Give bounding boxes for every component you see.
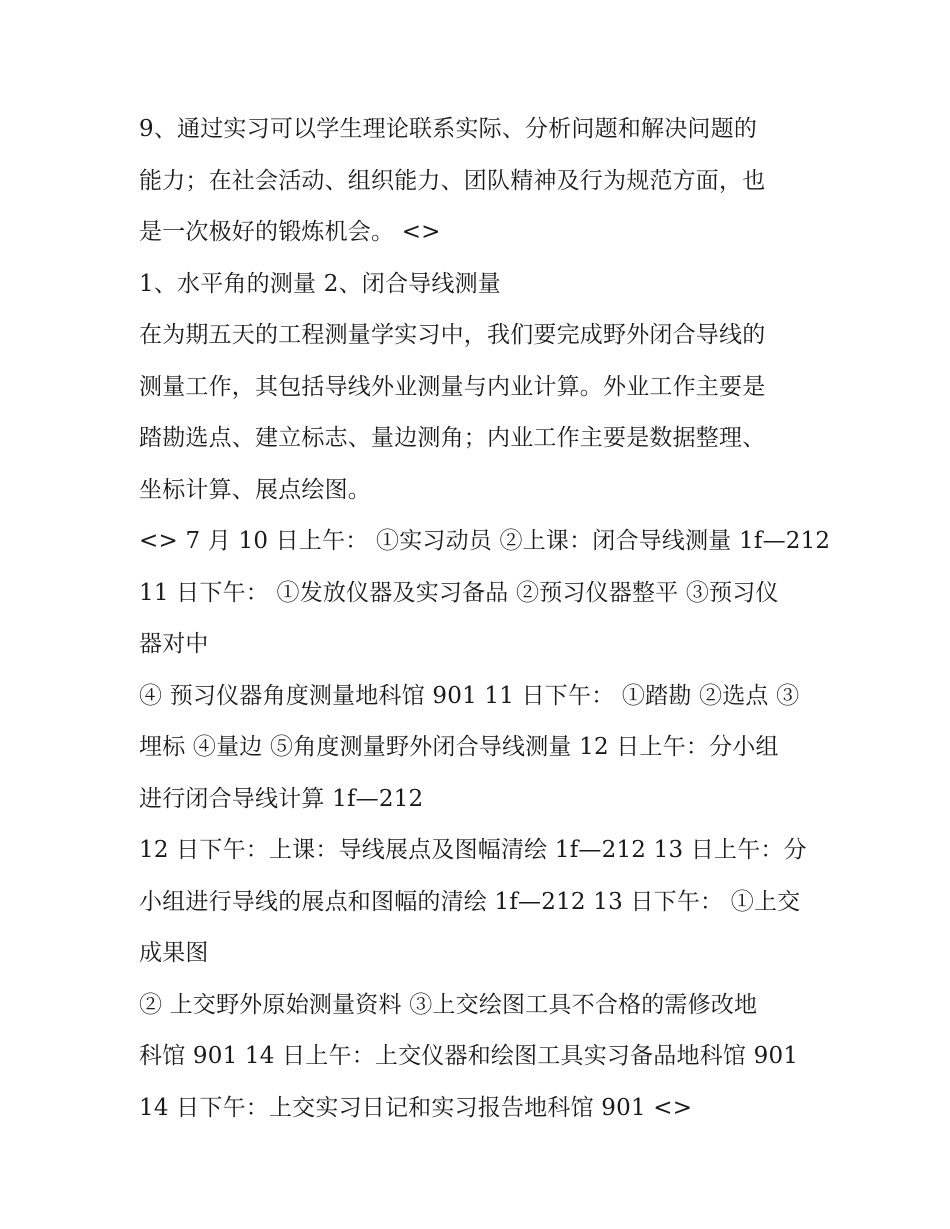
text-line: ④ 预习仪器角度测量地科馆 901 11 日下午： ①踏勘 ②选点 ③ [139,682,800,709]
text-line: 是一次极好的锻炼机会。 <> [139,219,441,245]
text-line: 1、水平角的测量 2、闭合导线测量 [139,270,501,297]
text-line: 成果图 [139,940,209,966]
text-line: <> 7 月 10 日上午： ①实习动员 ②上课：闭合导线测量 1f—212 [139,528,831,554]
text-line: 11 日下午： ①发放仪器及实习备品 ②预习仪器整平 ③预习仪 [139,579,779,606]
text-line: ② 上交野外原始测量资料 ③上交绘图工具不合格的需修改地 [139,991,758,1018]
text-line: 测量工作，其包括导线外业测量与内业计算。外业工作主要是 [139,373,766,400]
text-line: 9、通过实习可以学生理论联系实际、分析问题和解决问题的 [139,116,758,142]
text-line: 14 日下午：上交实习日记和实习报告地科馆 901 <> [139,1094,693,1121]
text-line: 科馆 901 14 日上午：上交仪器和绘图工具实习备品地科馆 901 [139,1043,799,1069]
text-line: 12 日下午：上课：导线展点及图幅清绘 1f—212 13 日上午：分 [139,837,807,863]
text-line: 在为期五天的工程测量学实习中，我们要完成野外闭合导线的 [139,322,766,348]
text-line: 小组进行导线的展点和图幅的清绘 1f—212 13 日下午： ①上交 [139,888,801,915]
text-line: 能力；在社会活动、组织能力、团队精神及行为规范方面，也 [139,167,766,194]
text-line: 踏勘选点、建立标志、量边测角；内业工作主要是数据整理、 [139,425,766,451]
text-line: 器对中 [139,631,209,657]
text-line: 坐标计算、展点绘图。 [139,476,371,503]
text-line: 埋标 ④量边 ⑤角度测量野外闭合导线测量 12 日上午：分小组 [139,734,779,760]
document-body [139,104,831,1134]
text-line: 进行闭合导线计算 1f—212 [139,785,424,812]
